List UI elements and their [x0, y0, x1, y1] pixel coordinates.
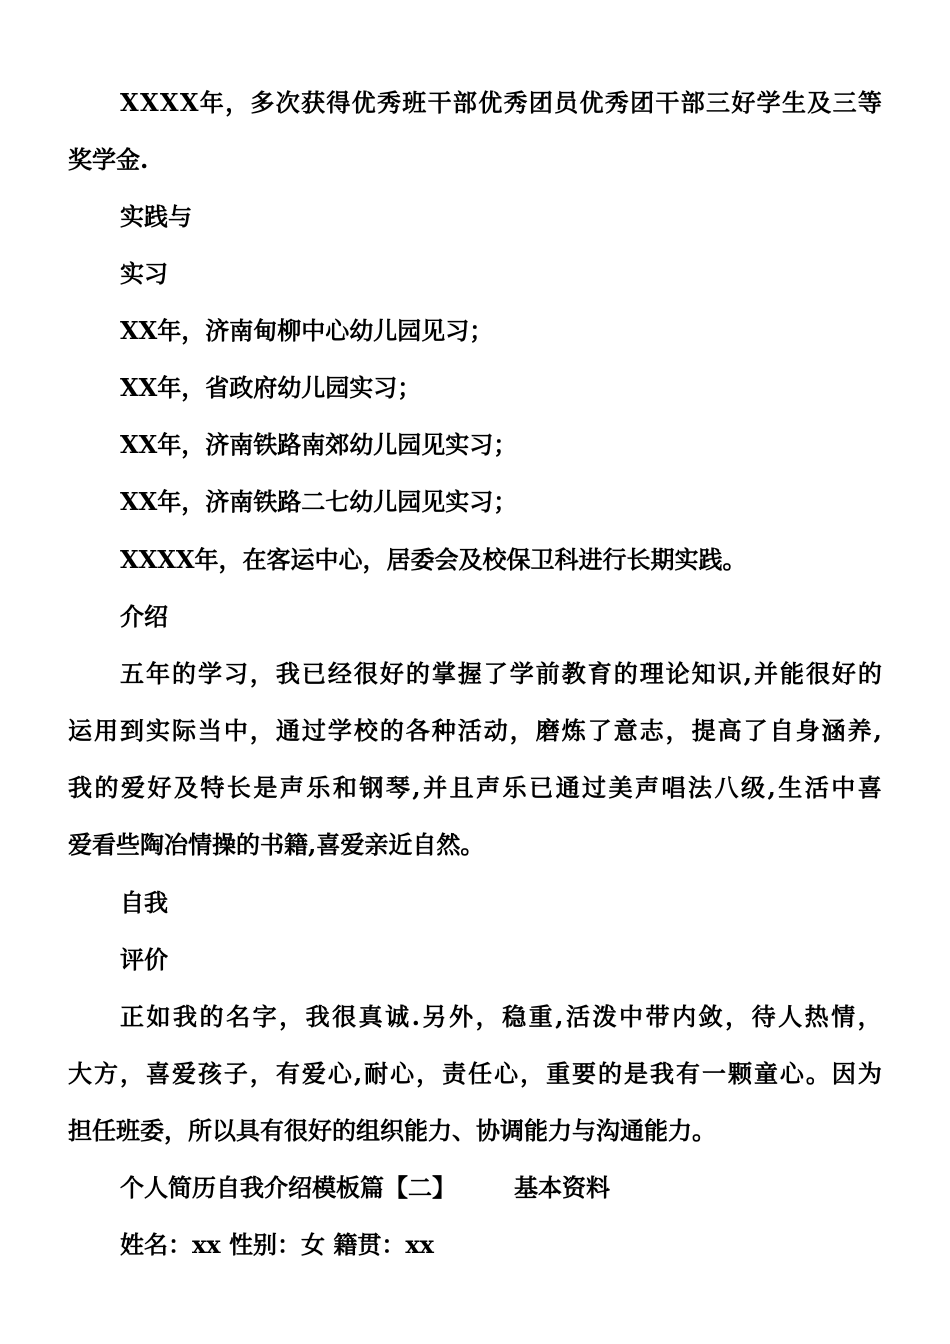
section-heading-practice-2: 实习: [120, 259, 168, 288]
section-heading-intro: 介绍: [120, 602, 168, 631]
template-section-heading: [120, 1173, 610, 1203]
basic-info-heading: 基本资料: [514, 1173, 610, 1202]
intro-paragraph-line-2: 运 用 到 实 际 当 中 ， 通 过 学 校 的 各 种 活 动 ， 磨 炼 了 意 志 ， 提 高 了 自 身 涵 养 ,: [68, 716, 882, 745]
self-eval-line-2: 大 方 ， 喜 爱 孩 子 ， 有 爱 心 , 耐 心 ， 责 任 心 ， 重 要 的 是 我 有 一 颗 童 心 。 因 为: [68, 1059, 882, 1088]
practice-item-1: XX年，济南甸柳中心幼儿园见习；: [120, 316, 494, 345]
practice-item-5: XXXX年，在客运中心，居委会及校保卫科进行长期实践。: [120, 545, 747, 574]
practice-item-2: XX年，省政府幼儿园实习；: [120, 373, 422, 402]
intro-paragraph-line-4: 爱看些陶冶情操的书籍,喜爱亲近自然。: [68, 830, 485, 859]
template-title: 个人简历自我介绍模板篇【二】: [120, 1173, 456, 1202]
intro-paragraph-line-1: 五 年 的 学 习 ， 我 已 经 很 好 的 掌 握 了 学 前 教 育 的 理 论 知 识 , 并 能 很 好 的: [120, 659, 882, 688]
self-eval-line-3: 担任班委，所以具有很好的组织能力、协调能力与沟通能力。: [68, 1116, 716, 1145]
section-heading-self-eval-1: 自我: [120, 888, 168, 917]
intro-paragraph-line-3: 我 的 爱 好 及 特 长 是 声 乐 和 钢 琴 , 并 且 声 乐 已 通 过 美 声 唱 法 八 级 , 生 活 中 喜: [68, 773, 882, 802]
self-eval-line-1: 正 如 我 的 名 字 ， 我 很 真 诚 . 另 外 ， 稳 重 , 活 泼 中 带 内 敛 ， 待 人 热 情 ，: [120, 1002, 882, 1031]
section-heading-practice-1: 实践与: [120, 202, 192, 231]
basic-info-line: 姓名：xx 性别：女 籍贯：xx: [120, 1230, 434, 1259]
section-heading-self-eval-2: 评价: [120, 945, 168, 974]
paragraph-awards-line-2: 奖学金.: [68, 145, 149, 174]
practice-item-3: XX年，济南铁路南郊幼儿园见实习；: [120, 430, 518, 459]
paragraph-awards-line-1: X X X X 年 ， 多 次 获 得 优 秀 班 干 部 优 秀 团 员 优 秀 团 干 部 三 好 学 生 及 三 等: [120, 88, 882, 117]
practice-item-4: XX年，济南铁路二七幼儿园见实习；: [120, 487, 518, 516]
